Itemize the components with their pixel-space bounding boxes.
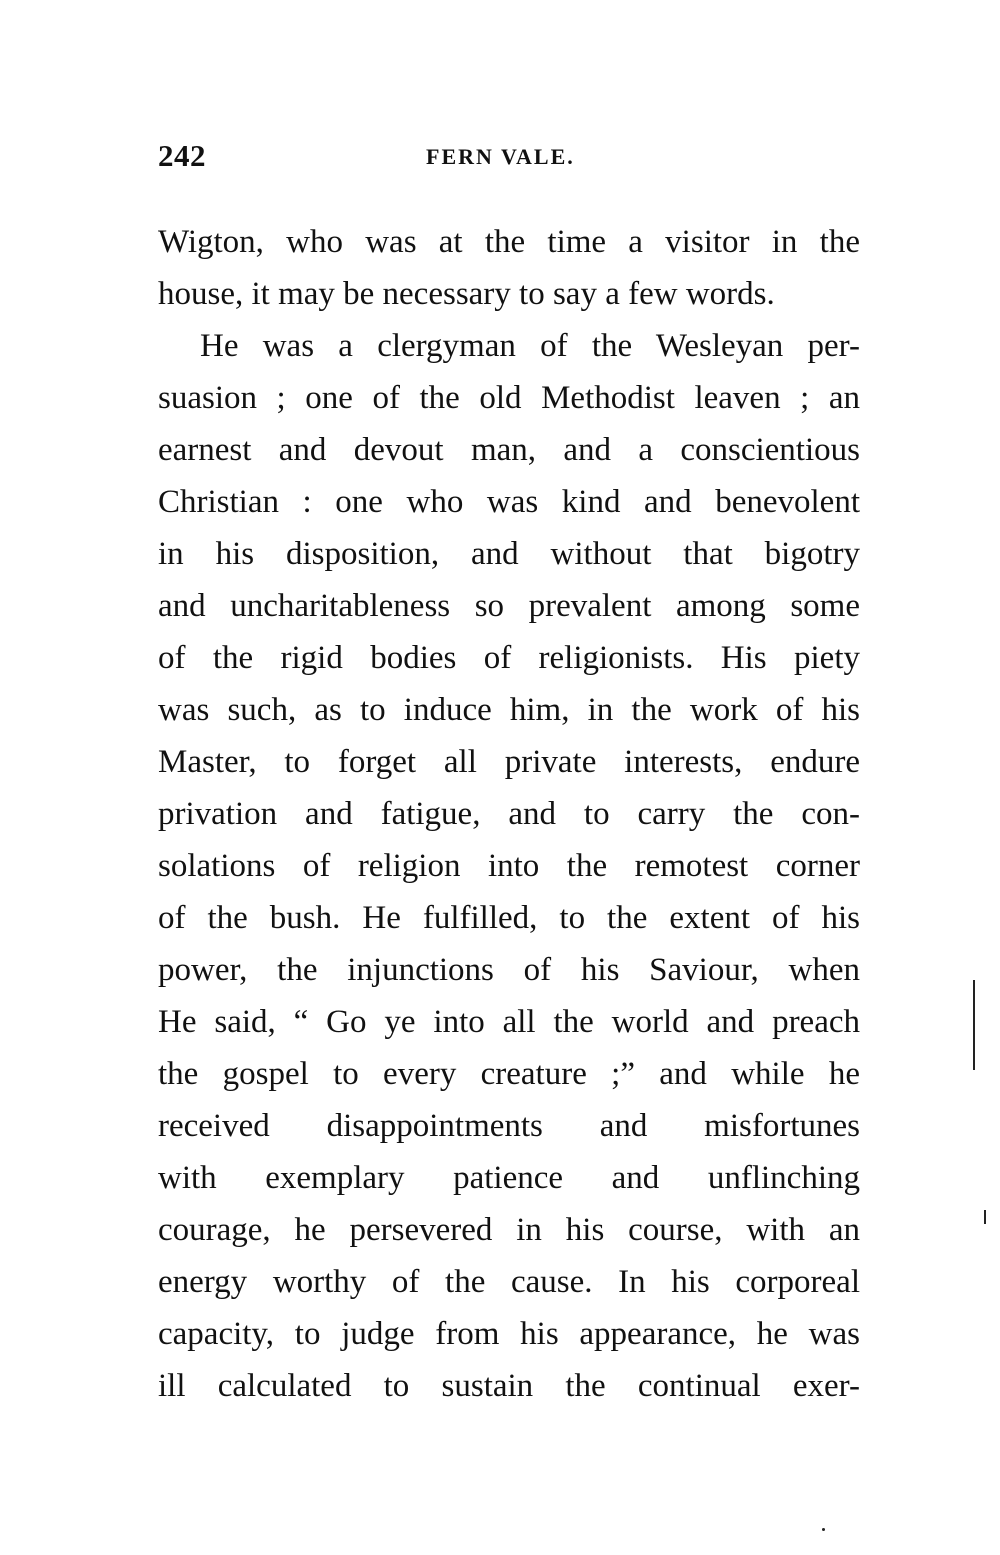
text-line: He was a clergyman of the Wesleyan per- [200, 328, 860, 364]
text-line: was such, as to induce him, in the work of his [158, 692, 860, 728]
text-line: energy worthy of the cause. In his corporeal [158, 1264, 860, 1300]
text-line: solations of religion into the remotest corner [158, 848, 860, 884]
running-title: FERN VALE. [426, 144, 575, 169]
text-line: He said, “ Go ye into all the world and preach [158, 1004, 860, 1040]
text-line: Christian : one who was kind and benevolent [158, 484, 860, 520]
text-line: house, it may be necessary to say a few words. [158, 276, 775, 312]
text-line: Wigton, who was at the time a visitor in the [158, 224, 860, 260]
text-line: in his disposition, and without that bigotry [158, 536, 860, 572]
text-line: courage, he persevered in his course, with an [158, 1212, 860, 1248]
margin-scan-mark [984, 1210, 986, 1224]
text-line: capacity, to judge from his appearance, he was [158, 1316, 860, 1352]
text-line: received disappointments and misfortunes [158, 1108, 860, 1144]
text-line: with exemplary patience and unflinching [158, 1160, 860, 1196]
text-line: ill calculated to sustain the continual exer- [158, 1368, 860, 1404]
text-line: the gospel to every creature ;” and while he [158, 1056, 860, 1092]
margin-scan-mark [973, 980, 975, 1070]
page-number: 242 [158, 138, 206, 173]
scan-speck [822, 1528, 825, 1531]
text-line: and uncharitableness so prevalent among some [158, 588, 860, 624]
text-line: of the bush. He fulfilled, to the extent of his [158, 900, 860, 936]
body-text [158, 216, 860, 1412]
text-line: privation and fatigue, and to carry the con- [158, 796, 860, 832]
text-line: suasion ; one of the old Methodist leaven ; an [158, 380, 860, 416]
text-line: power, the injunctions of his Saviour, when [158, 952, 860, 988]
running-head [158, 138, 858, 178]
text-line: earnest and devout man, and a conscientious [158, 432, 860, 468]
text-line: Master, to forget all private interests, endure [158, 744, 860, 780]
text-line: of the rigid bodies of religionists. His piety [158, 640, 860, 676]
